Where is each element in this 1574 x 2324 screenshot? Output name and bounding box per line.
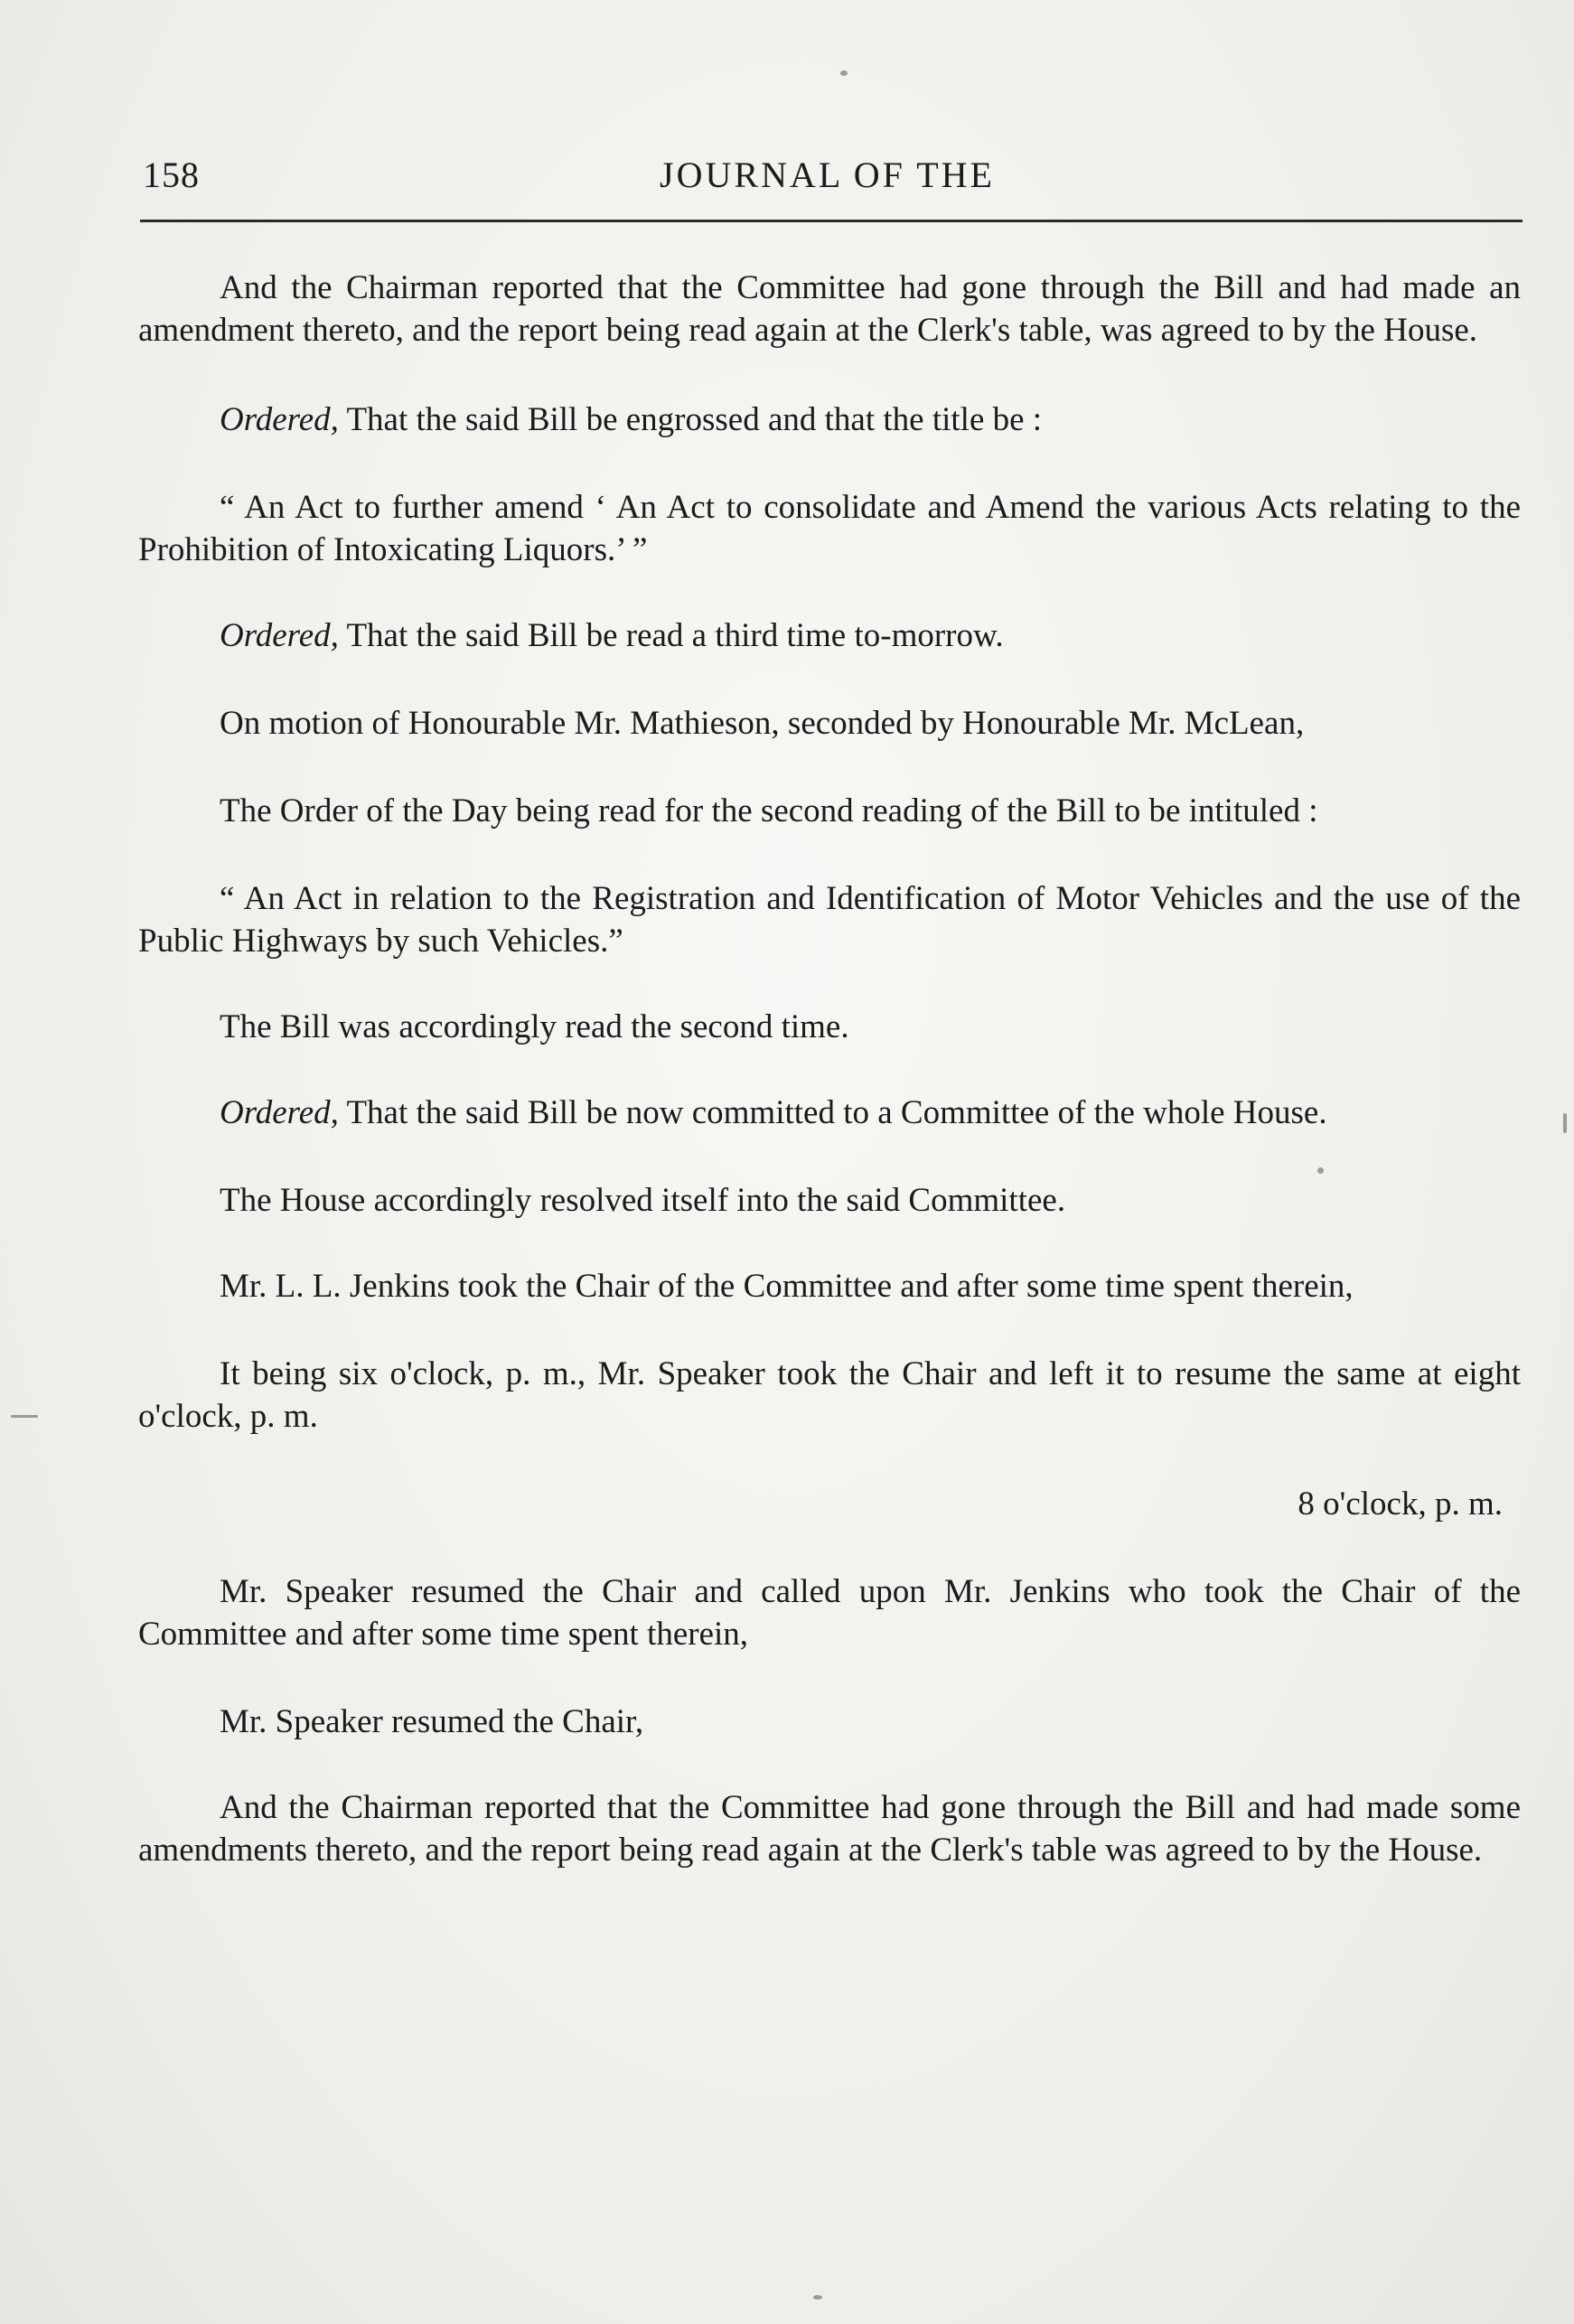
- page-header: [134, 145, 1521, 199]
- ordered-label: Ordered,: [220, 1094, 339, 1131]
- paragraph-ordered-engrossed: Ordered, That the said Bill be engrossed and that the title be :: [220, 401, 1043, 438]
- paragraph-six-oclock: It being six o'clock, p. m., Mr. Speaker took the Chair and left it to resume the same at eight o'clock, p. m.: [138, 1355, 1521, 1435]
- page-number: 158: [143, 155, 200, 195]
- time-heading: 8 o'clock, p. m.: [1298, 1485, 1503, 1523]
- paragraph-motor-vehicles-act: “ An Act in relation to the Registration and Identification of Motor Vehicles and the use of the Public Highways by such Vehicles.”: [138, 880, 1521, 960]
- ink-speck: [1317, 1167, 1324, 1174]
- paragraph-speaker-resumed: Mr. Speaker resumed the Chair,: [220, 1703, 644, 1740]
- ink-speck: [1563, 1113, 1567, 1133]
- ordered-label: Ordered,: [220, 617, 339, 654]
- paragraph-final-report: And the Chairman reported that the Committee had gone through the Bill and had made some amendments thereto, and the report being read again at the Clerk's table was agreed to by the House.: [138, 1789, 1521, 1869]
- paragraph-resolved-committee: The House accordingly resolved itself into the said Committee.: [220, 1182, 1066, 1219]
- paragraph-second-reading: The Bill was accordingly read the second time.: [220, 1008, 849, 1045]
- paragraph-order-of-day: The Order of the Day being read for the second reading of the Bill to be intituled :: [220, 792, 1318, 829]
- journal-body: [138, 267, 1521, 1916]
- paragraph-ordered-committed: Ordered, That the said Bill be now committed to a Committee of the whole House.: [220, 1094, 1327, 1131]
- paragraph-ordered-third-reading: Ordered, That the said Bill be read a third time to-morrow.: [220, 617, 1004, 654]
- paragraph-act-title: “ An Act to further amend ‘ An Act to consolidate and Amend the various Acts relating to the Prohibition of Intoxicating Liquors.’ ”: [138, 489, 1521, 568]
- header-rule: [140, 220, 1522, 222]
- ink-speck: [813, 2295, 822, 2300]
- ordered-label: Ordered,: [220, 401, 339, 438]
- running-head: JOURNAL OF THE: [660, 155, 995, 195]
- ink-speck: [11, 1415, 38, 1418]
- paragraph-jenkins-chair: Mr. L. L. Jenkins took the Chair of the Committee and after some time spent therein,: [220, 1268, 1354, 1305]
- paragraph-speaker-resumed-called: Mr. Speaker resumed the Chair and called upon Mr. Jenkins who took the Chair of the Committee and after some time spent therein,: [138, 1573, 1521, 1653]
- paragraph-chairman-report: And the Chairman reported that the Committee had gone through the Bill and had made an amendment thereto, and the report being read again at the Clerk's table, was agreed to by the House.: [138, 269, 1521, 349]
- paragraph-motion: On motion of Honourable Mr. Mathieson, seconded by Honourable Mr. McLean,: [220, 705, 1305, 742]
- ink-speck: [840, 70, 848, 76]
